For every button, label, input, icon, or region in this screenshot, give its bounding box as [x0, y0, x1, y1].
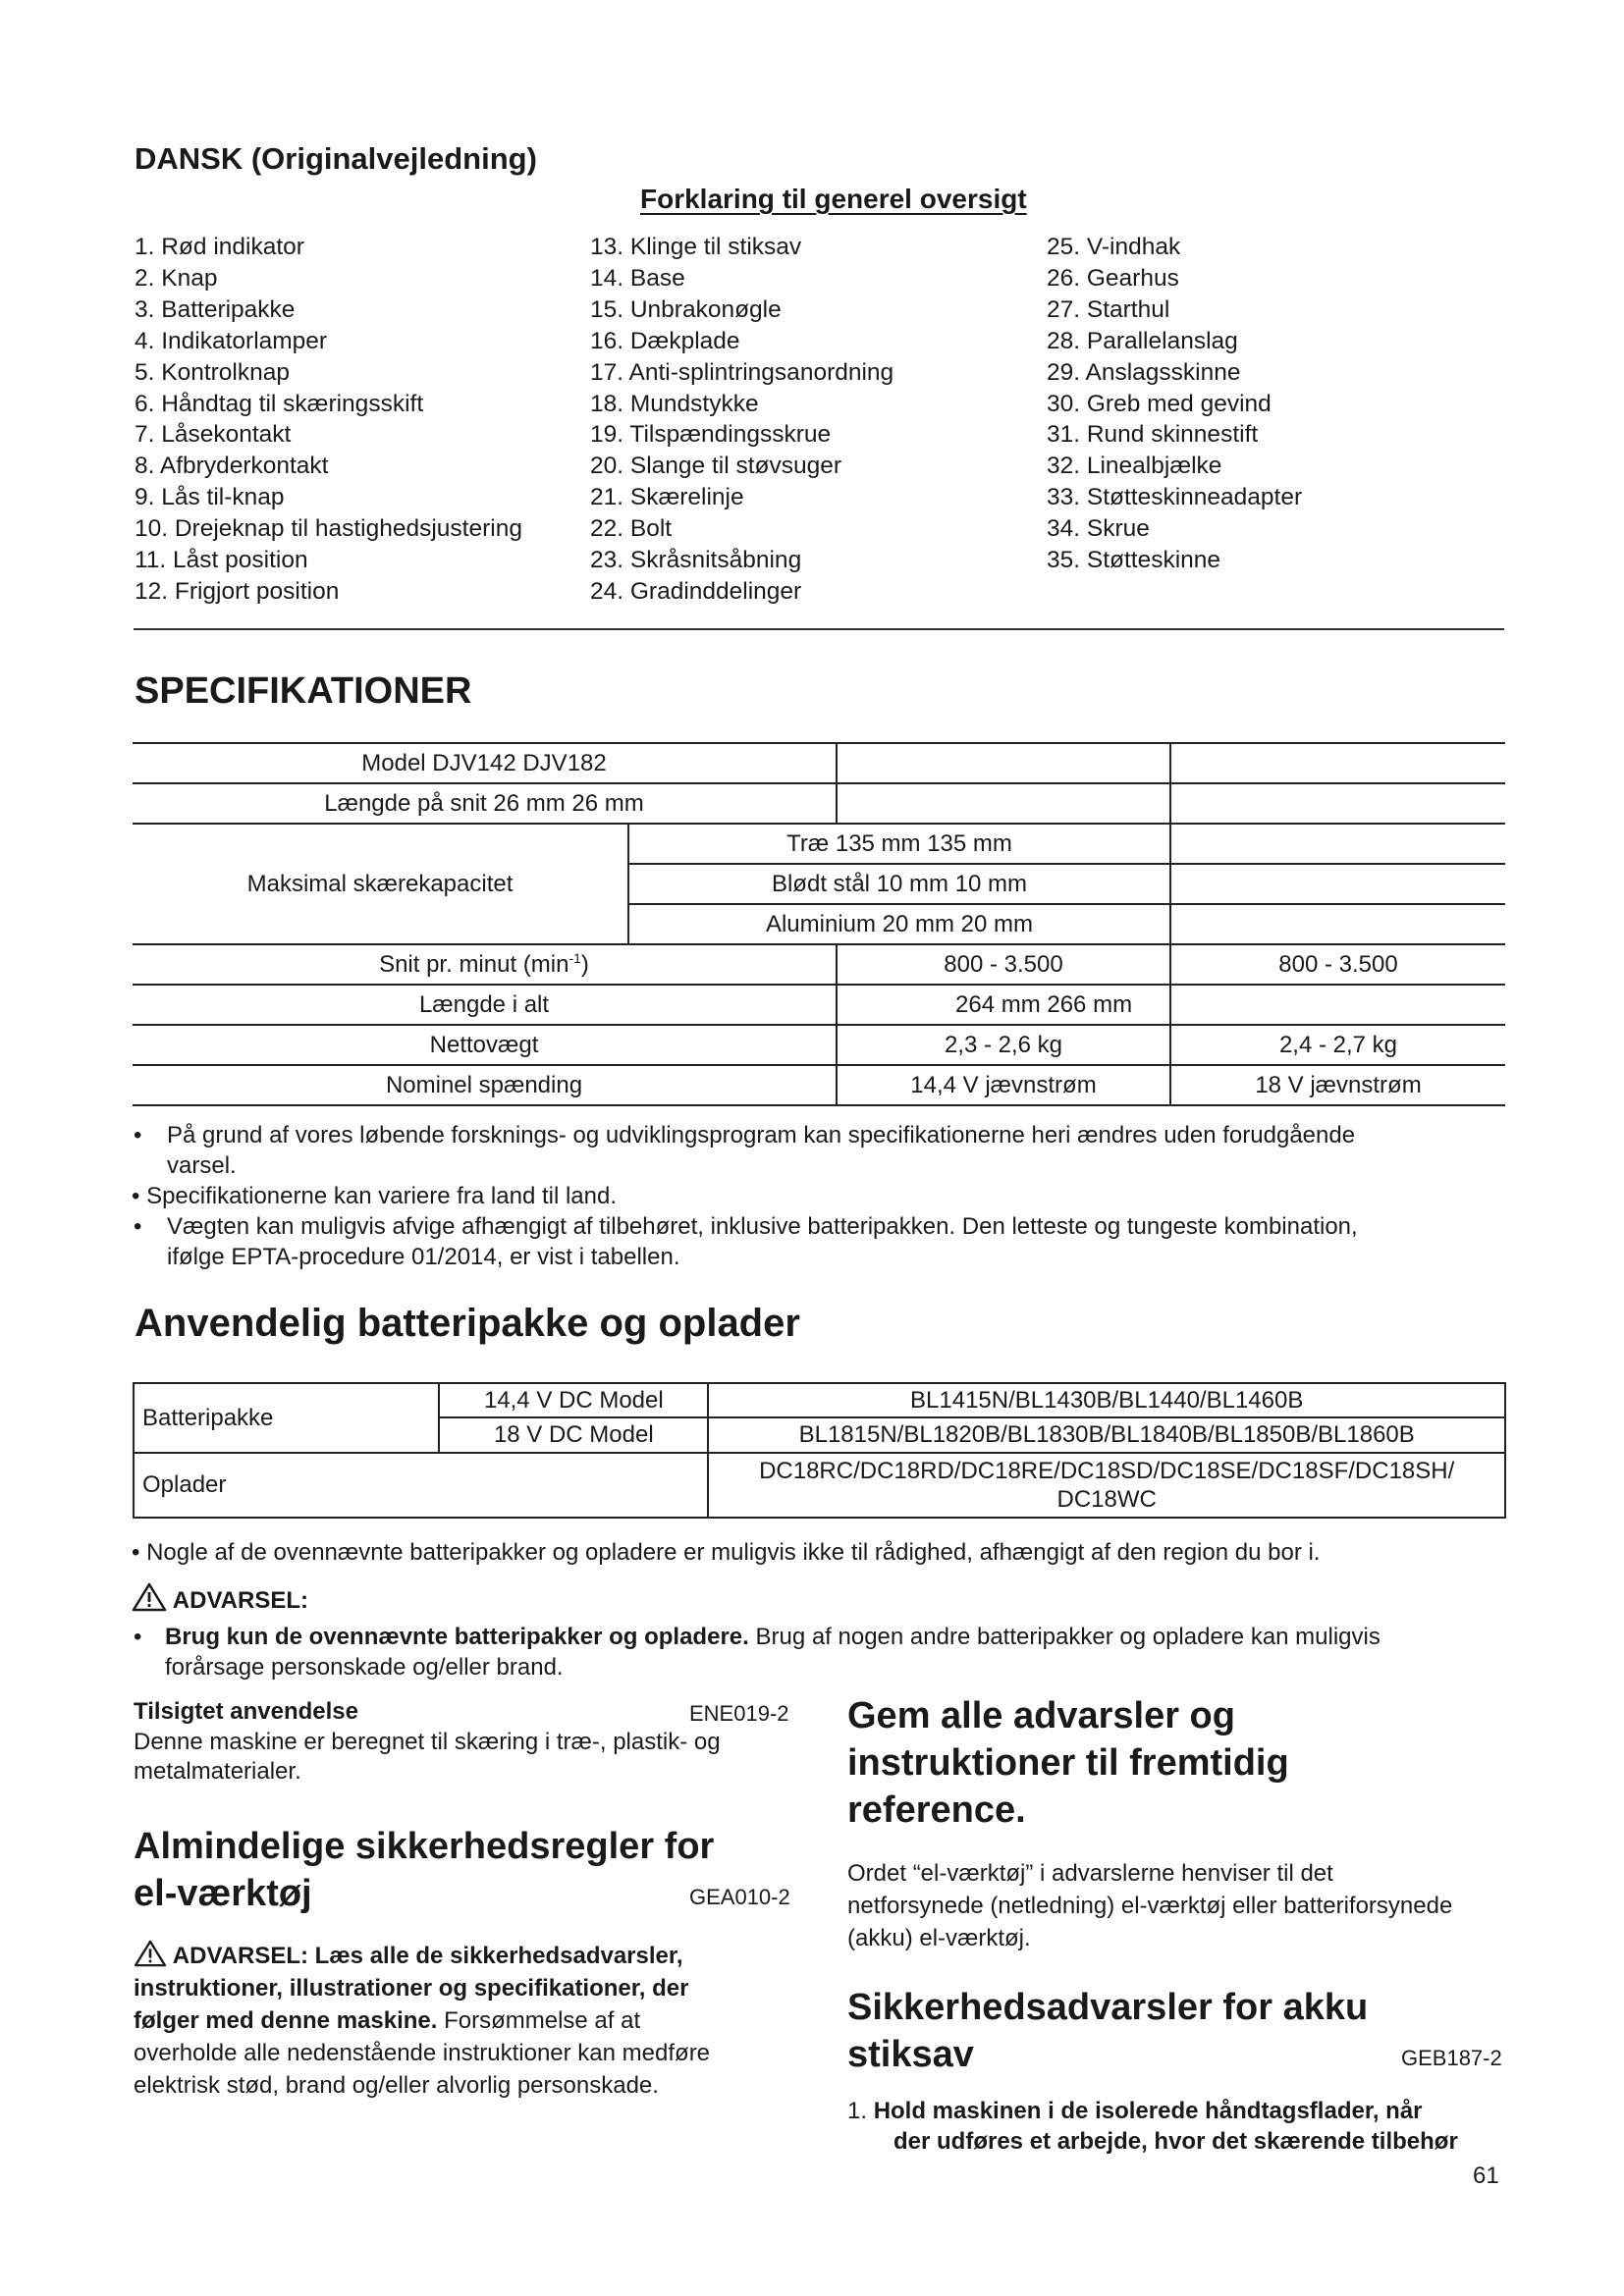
- list-item: 17. Anti-splintringsanordning: [590, 358, 894, 386]
- table-cell: [1170, 864, 1505, 904]
- battery-table: [133, 1382, 1506, 1519]
- table-row: [133, 985, 1505, 1025]
- table-cell: 18 V jævnstrøm: [1170, 1065, 1505, 1105]
- table-cell: Model DJV142 DJV182: [133, 743, 837, 783]
- list-item: 24. Gradinddelinger: [590, 577, 802, 605]
- note-text: Nogle af de ovennævnte batteripakker og opladere er muligvis ikke til rådighed, afhængigt af den region du bor i.: [146, 1539, 1321, 1566]
- list-item: 32. Linealbjælke: [1047, 453, 1222, 480]
- note-text: ifølge EPTA-procedure 01/2014, er vist i tabellen.: [167, 1244, 680, 1270]
- list-item: 11. Låst position: [135, 547, 308, 574]
- title-line: Sikkerhedsadvarsler for akku: [847, 1987, 1369, 2028]
- note-text: varsel.: [167, 1152, 237, 1179]
- note-text: Vægten kan muligvis afvige afhængigt af tilbehøret, inklusive batteripakken. Den letteste og tungeste kombination,: [167, 1213, 1358, 1240]
- spm-label: Snit pr. minut (min: [379, 951, 569, 978]
- warning-bold: følger med denne maskine.: [134, 2007, 438, 2034]
- title-line: Gem alle advarsler og: [847, 1695, 1235, 1736]
- list-item: 19. Tilspændingsskrue: [590, 421, 832, 449]
- intended-use-code: ENE019-2: [689, 1701, 789, 1726]
- jigsaw-safety-title: [847, 1984, 1368, 2078]
- list-item: 31. Rund skinnestift: [1047, 421, 1259, 449]
- warning-line: forårsage personskade og/eller brand.: [165, 1654, 564, 1681]
- list-item: 9. Lås til-knap: [135, 484, 285, 511]
- item-line: der udføres et arbejde, hvor det skærende tilbehør: [893, 2128, 1458, 2155]
- table-cell: 800 - 3.500: [837, 944, 1170, 985]
- table-cell: [1170, 824, 1505, 864]
- paragraph-line: netforsynede (netledning) el-værktøj eller batteriforsynede: [847, 1893, 1453, 1919]
- table-cell: [133, 944, 837, 985]
- table-cell: 2,3 - 2,6 kg: [837, 1025, 1170, 1065]
- list-item: 33. Støtteskinneadapter: [1047, 484, 1303, 511]
- table-row: [133, 743, 1505, 783]
- list-item: 16. Dækplade: [590, 327, 740, 354]
- save-instructions-title: [847, 1692, 1289, 1834]
- list-item: 27. Starthul: [1047, 295, 1170, 323]
- spm-close: ): [580, 951, 589, 978]
- warning-line: overholde alle nedenstående instruktioner kan medføre: [134, 2040, 711, 2066]
- save-instructions-text: [847, 1857, 1452, 1954]
- table-cell: Oplader: [134, 1453, 708, 1518]
- battery-warning-text: • Brug kun de ovennævnte batteripakker og opladere. Brug af nogen andre batteripakker og opladere kan muligvis forårsage personskade og/eller brand.: [132, 1622, 1506, 1682]
- list-item: 6. Håndtag til skæringsskift: [135, 390, 424, 417]
- intended-use-title: Tilsigtet anvendelse: [134, 1698, 358, 1725]
- table-cell: [837, 743, 1170, 783]
- list-item: 15. Unbrakonøgle: [590, 295, 782, 323]
- list-item: 13. Klinge til stiksav: [590, 234, 802, 260]
- paragraph-line: Denne maskine er beregnet til skæring i træ-, plastik- og: [134, 1729, 721, 1755]
- warning-rest: Forsømmelse af at: [437, 2007, 641, 2034]
- paragraph-line: (akku) el-værktøj.: [847, 1925, 1031, 1951]
- spm-sup: -1: [568, 950, 581, 966]
- list-item: 18. Mundstykke: [590, 390, 759, 417]
- title-line: stiksav: [847, 2034, 974, 2075]
- table-cell: Træ 135 mm 135 mm: [628, 824, 1170, 864]
- table-row: [133, 1065, 1505, 1105]
- table-cell: 14,4 V jævnstrøm: [837, 1065, 1170, 1105]
- parts-list-col1: [135, 232, 522, 608]
- table-row: [133, 824, 1505, 864]
- spec-note-2: • Specifikationerne kan variere fra land til land.: [132, 1183, 618, 1209]
- list-item: 10. Drejeknap til hastighedsjustering: [135, 515, 522, 543]
- intended-use-text: [134, 1728, 721, 1787]
- list-item: 8. Afbryderkontakt: [135, 453, 329, 480]
- warning-icon: [134, 1940, 167, 1967]
- title-line: instruktioner til fremtidig: [847, 1742, 1289, 1784]
- spec-note-3: • Vægten kan muligvis afvige afhængigt af tilbehøret, inklusive batteripakken. Den letteste og tungeste kombination, ifølge EPTA-procedure 01/2014, er vist i tabellen.: [132, 1211, 1506, 1272]
- parts-list-col2: [590, 232, 893, 608]
- list-item: 23. Skråsnitsåbning: [590, 547, 802, 574]
- language-title: DANSK (Originalvejledning): [135, 141, 537, 176]
- list-item: 34. Skrue: [1047, 515, 1150, 543]
- list-item: 1. Rød indikator: [135, 234, 304, 260]
- table-cell: Maksimal skærekapacitet: [133, 824, 628, 944]
- specs-title: SPECIFIKATIONER: [135, 670, 472, 712]
- item-number: 1.: [847, 2098, 868, 2124]
- list-item: 25. V-indhak: [1047, 234, 1181, 260]
- item-line: Hold maskinen i de isolerede håndtagsflader, når: [873, 2098, 1423, 2124]
- title-line: Almindelige sikkerhedsregler for: [134, 1826, 715, 1867]
- list-item: 2. Knap: [135, 264, 218, 292]
- battery-note: • Nogle af de ovennævnte batteripakker og opladere er muligvis ikke til rådighed, afhængigt af den region du bor i.: [132, 1539, 1321, 1566]
- parts-list-col3: [1047, 232, 1302, 576]
- table-cell: Nettovægt: [133, 1025, 837, 1065]
- list-item: 30. Greb med gevind: [1047, 390, 1272, 417]
- list-item: 22. Bolt: [590, 515, 673, 543]
- paragraph-line: metalmaterialer.: [134, 1758, 301, 1785]
- warning-icon: [132, 1582, 167, 1612]
- title-line: el-værktøj: [134, 1873, 312, 1914]
- table-cell: 264 mm 266 mm: [837, 985, 1170, 1025]
- specs-table: [133, 742, 1505, 1106]
- list-item: 4. Indikatorlamper: [135, 327, 328, 354]
- table-cell: 18 V DC Model: [439, 1417, 708, 1453]
- table-cell: Længde på snit 26 mm 26 mm: [133, 783, 837, 824]
- list-item: 20. Slange til støvsuger: [590, 453, 842, 480]
- list-item: 21. Skærelinje: [590, 484, 744, 511]
- list-item: 35. Støtteskinne: [1047, 547, 1221, 574]
- section-divider: [134, 628, 1504, 630]
- table-cell: BL1815N/BL1820B/BL1830B/BL1840B/BL1850B/BL1860B: [708, 1417, 1505, 1453]
- warning-line: elektrisk stød, brand og/eller alvorlig personskade.: [134, 2072, 659, 2099]
- table-cell: [708, 1453, 1505, 1518]
- table-cell: [1170, 904, 1505, 944]
- paragraph-line: Ordet “el-værktøj” i advarslerne henviser til det: [847, 1860, 1333, 1887]
- warning-label: ADVARSEL:: [172, 1587, 309, 1614]
- table-cell: Nominel spænding: [133, 1065, 837, 1105]
- table-cell: [837, 783, 1170, 824]
- spec-note-1: • På grund af vores løbende forsknings- og udviklingsprogram kan specifikationerne heri ændres uden forudgående varsel.: [132, 1120, 1506, 1181]
- list-item: 28. Parallelanslag: [1047, 327, 1238, 354]
- page-number: 61: [1473, 2163, 1499, 2189]
- table-cell: 14,4 V DC Model: [439, 1383, 708, 1417]
- charger-models-line: DC18RC/DC18RD/DC18RE/DC18SD/DC18SE/DC18SF/DC18SH/: [759, 1458, 1455, 1484]
- list-item: 3. Batteripakke: [135, 295, 296, 323]
- table-cell: Længde i alt: [133, 985, 837, 1025]
- table-cell: Blødt stål 10 mm 10 mm: [628, 864, 1170, 904]
- warning-line: ADVARSEL: Læs alle de sikkerhedsadvarsler,: [172, 1943, 683, 1969]
- overview-title: Forklaring til generel oversigt: [640, 184, 1027, 214]
- table-cell: Aluminium 20 mm 20 mm: [628, 904, 1170, 944]
- table-row: [133, 783, 1505, 824]
- table-cell: 800 - 3.500: [1170, 944, 1505, 985]
- list-item: 5. Kontrolknap: [135, 358, 290, 386]
- table-cell: 2,4 - 2,7 kg: [1170, 1025, 1505, 1065]
- title-line: reference.: [847, 1789, 1026, 1831]
- list-item: 26. Gearhus: [1047, 264, 1179, 292]
- warning-rest: Brug af nogen andre batteripakker og opladere kan muligvis: [748, 1624, 1380, 1650]
- battery-title: Anvendelig batteripakke og oplader: [135, 1302, 800, 1345]
- list-item: 12. Frigjort position: [135, 577, 340, 605]
- general-safety-title: [134, 1823, 714, 1917]
- table-row: [134, 1383, 1505, 1417]
- jigsaw-safety-item-1: [847, 2096, 1458, 2157]
- table-row: [133, 944, 1505, 985]
- table-row: [134, 1453, 1505, 1518]
- battery-warning-heading: [132, 1582, 308, 1615]
- general-safety-warning: [134, 1940, 801, 2102]
- table-cell: BL1415N/BL1430B/BL1440/BL1460B: [708, 1383, 1505, 1417]
- list-item: 14. Base: [590, 264, 685, 292]
- warning-line: instruktioner, illustrationer og specifikationer, der: [134, 1975, 689, 2002]
- table-cell: [1170, 783, 1505, 824]
- table-row: [133, 1025, 1505, 1065]
- general-safety-code: GEA010-2: [689, 1885, 790, 1909]
- note-text: På grund af vores løbende forsknings- og udviklingsprogram kan specifikationerne heri ændres uden forudgående: [167, 1122, 1356, 1148]
- note-text: Specifikationerne kan variere fra land til land.: [146, 1183, 618, 1209]
- warning-bold: Brug kun de ovennævnte batteripakker og opladere.: [165, 1624, 749, 1650]
- jigsaw-safety-code: GEB187-2: [1401, 2046, 1502, 2070]
- list-item: 29. Anslagsskinne: [1047, 358, 1241, 386]
- table-cell: [1170, 985, 1505, 1025]
- charger-models-line: DC18WC: [1056, 1486, 1157, 1513]
- table-cell: [1170, 743, 1505, 783]
- table-cell: Batteripakke: [134, 1383, 439, 1453]
- list-item: 7. Låsekontakt: [135, 421, 292, 449]
